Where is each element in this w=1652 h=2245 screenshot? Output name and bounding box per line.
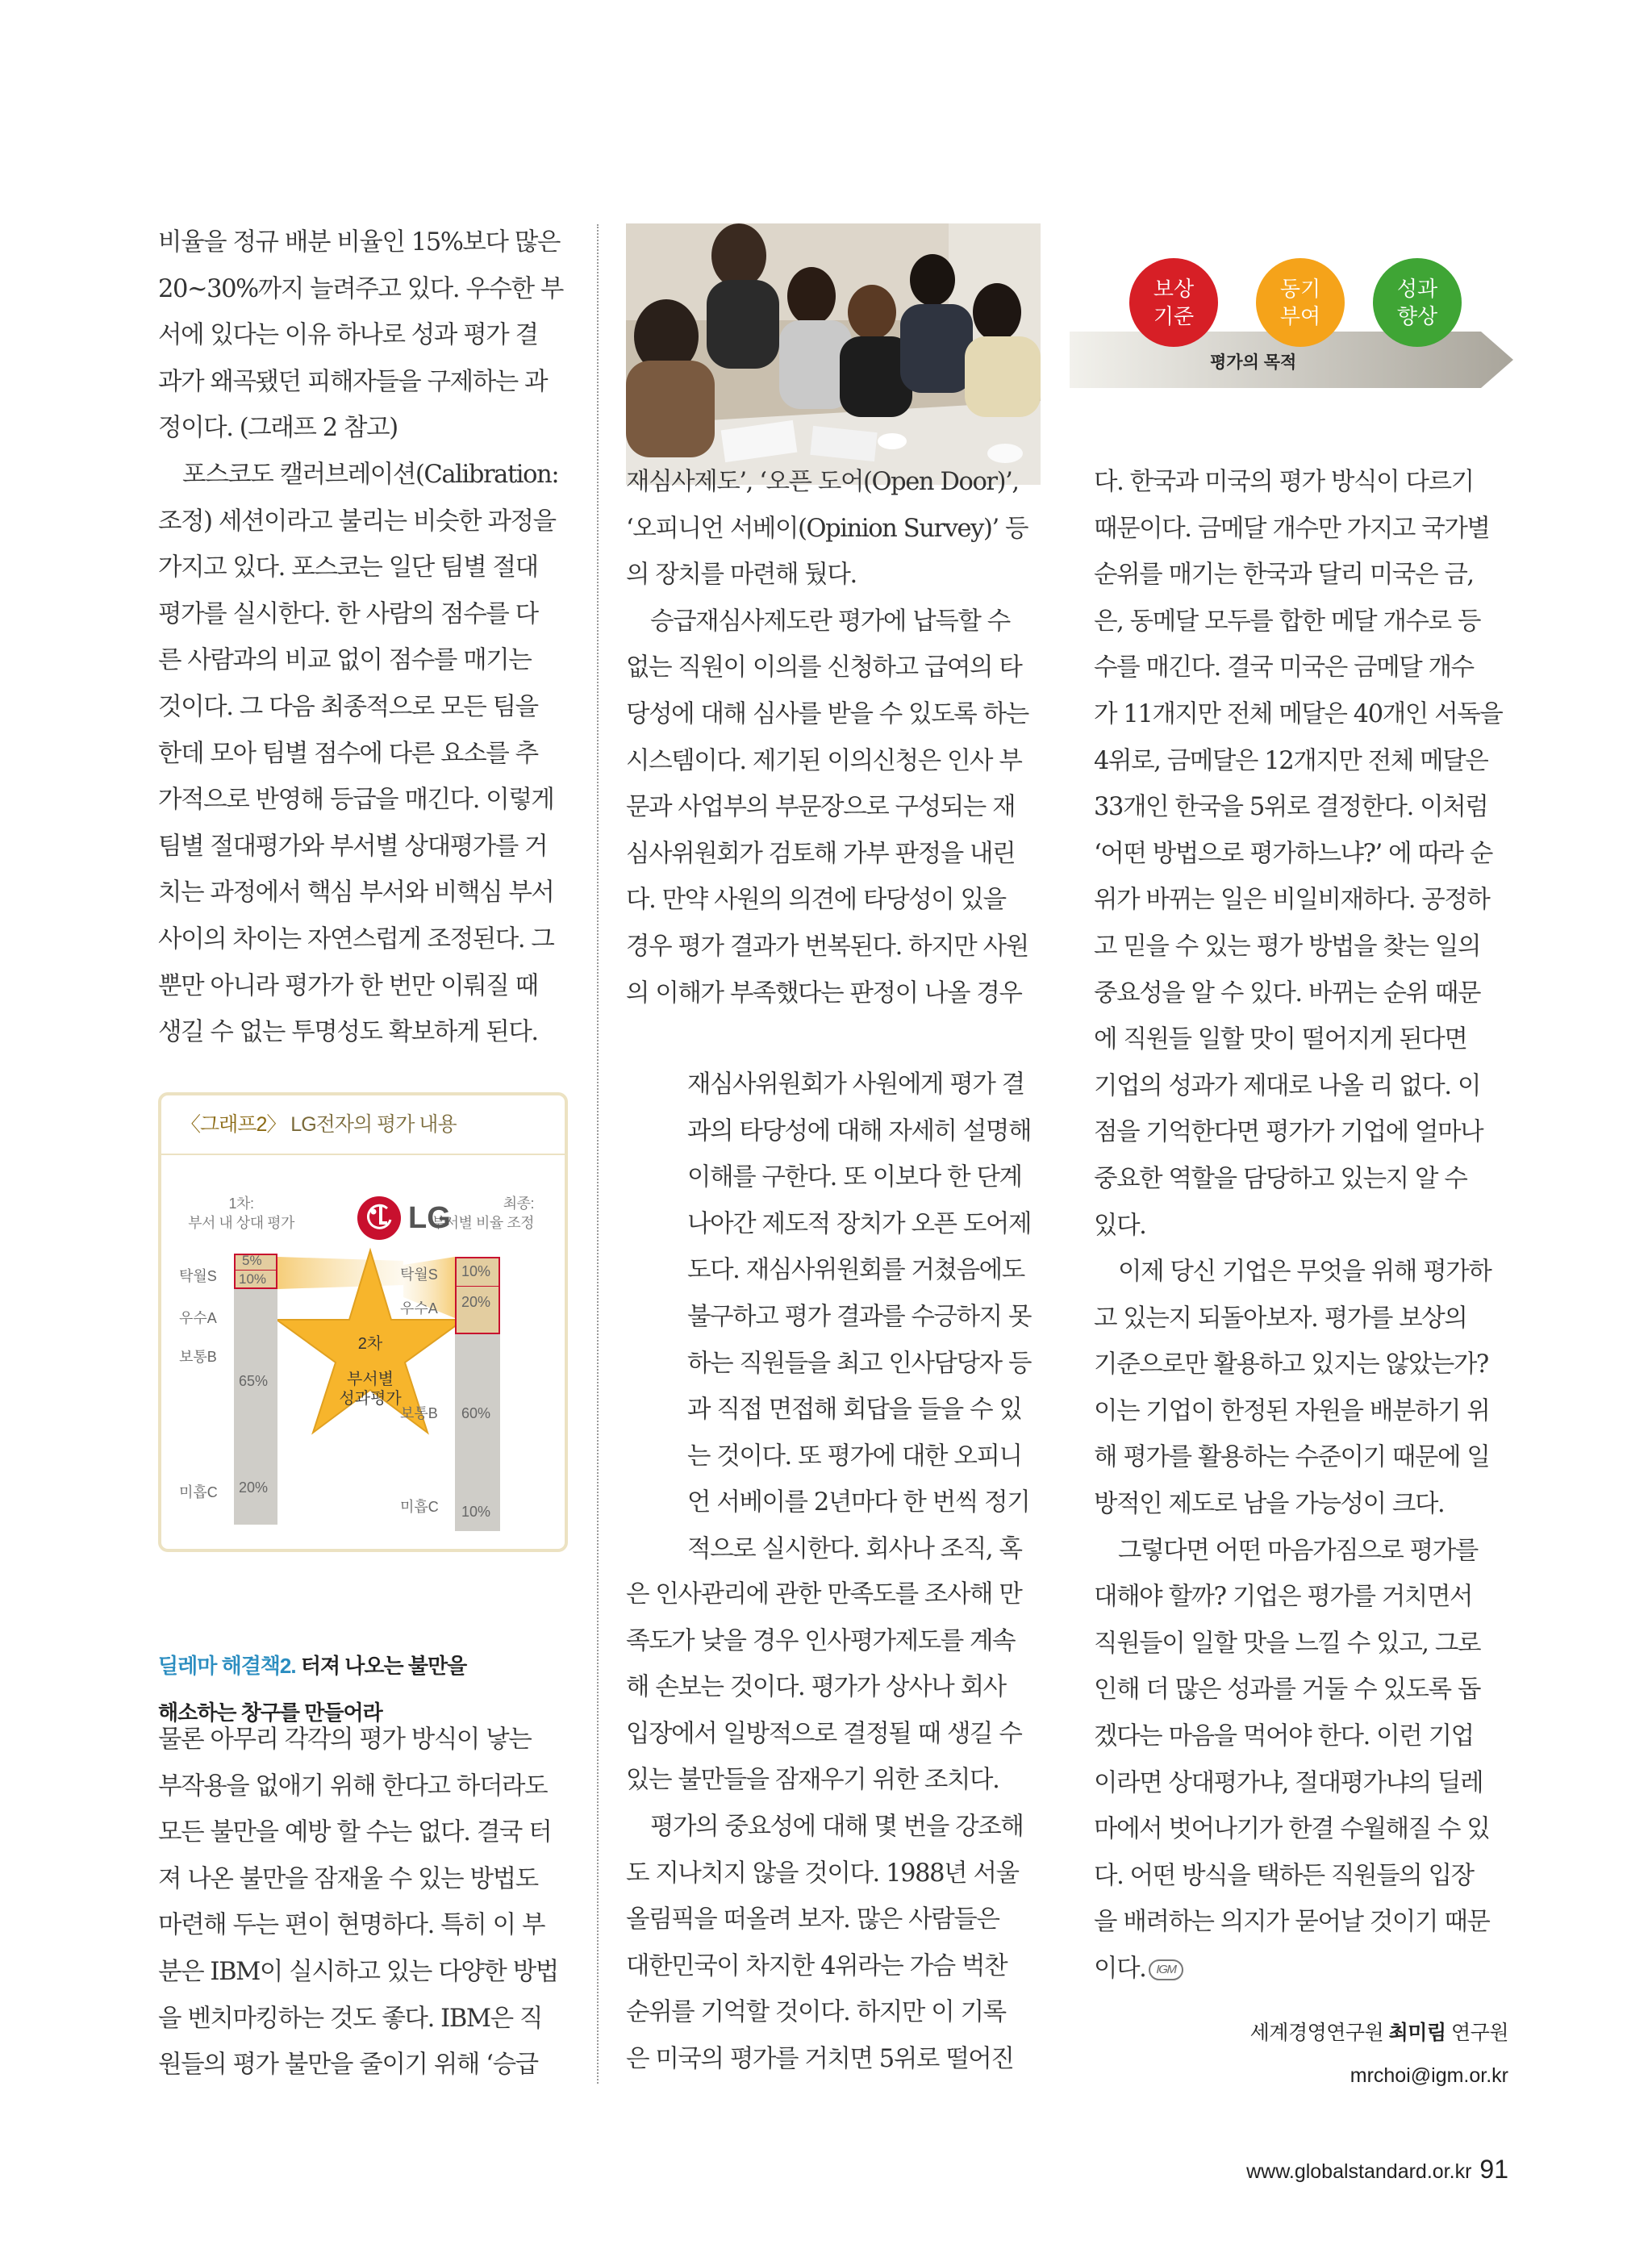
text-line: 시스템이다. 제기된 이의신청은 인사 부 — [626, 746, 1022, 775]
author-org: 세계경영연구원 — [1249, 2022, 1389, 2044]
text-line: 경우 평가 결과가 번복된다. 하지만 사원 — [626, 932, 1028, 961]
text-line: 문과 사업부의 부문장으로 구성되는 재 — [626, 793, 1016, 822]
right-value-c: 10% — [461, 1504, 491, 1520]
text-line: 마에서 벗어나기가 한결 수월해질 수 있 — [1094, 1815, 1490, 1844]
text-line: 해 손보는 것이다. 평가가 상사나 회사 — [626, 1673, 1006, 1702]
right-value-a: 20% — [461, 1294, 491, 1310]
final-stage-title: 최종: — [503, 1196, 534, 1212]
text-line: 입장에서 일방적으로 결정될 때 생길 수 — [626, 1719, 1022, 1748]
text-line: 족도가 낮을 경우 인사평가제도를 계속 — [626, 1626, 1016, 1655]
arrow-label: 평가의 목적 — [1210, 353, 1297, 372]
circle-compensation — [1129, 258, 1218, 347]
text-line: 과 직접 면접해 회답을 들을 수 있 — [687, 1396, 1022, 1425]
left-grade-c: 미흡C — [179, 1484, 218, 1500]
left-value-s: 5% — [242, 1253, 262, 1268]
text-line: 승급재심사제도란 평가에 납득할 수 — [650, 607, 1010, 636]
text-line: 때문이다. 금메달 개수만 가지고 국가별 — [1094, 514, 1490, 543]
right-grade-c: 미흡C — [400, 1499, 439, 1515]
text-line: 33개인 한국을 5위로 결정한다. 이처럼 — [1094, 793, 1488, 822]
text-line: 있는 불만들을 잠재우기 위한 조치다. — [626, 1766, 999, 1795]
heading-line-1: 터져 나오는 불만을 — [295, 1654, 467, 1678]
circle-performance-line2: 향상 — [1396, 304, 1438, 328]
star-label — [322, 1334, 419, 1408]
text-line: 가지고 있다. 포스코는 일단 팀별 절대 — [158, 553, 538, 582]
text-line: 의 장치를 마련해 뒀다. — [626, 561, 857, 590]
text-line: 것이다. 그 다음 최종적으로 모든 팀을 — [158, 692, 538, 721]
text-line: 과가 왜곡됐던 피해자들을 구제하는 과 — [158, 367, 548, 396]
text-line: 수를 매긴다. 결국 미국은 금메달 개수 — [1094, 653, 1474, 682]
graph-tag: 〈그래프2〉 — [181, 1113, 286, 1136]
text-line: 사이의 차이는 자연스럽게 조정된다. 그 — [158, 924, 554, 953]
heading-line-2: 해소하는 창구를 만들어라 — [158, 1700, 382, 1725]
text-line: 도 지나치지 않을 것이다. 1988년 서울 — [626, 1859, 1019, 1888]
text-line: 기준으로만 활용하고 있지는 않았는가? — [1094, 1350, 1488, 1379]
text-column-3 — [1094, 459, 1508, 1993]
page-number: 91 — [1479, 2155, 1508, 2184]
text-line: 은 인사관리에 관한 만족도를 조사해 만 — [626, 1580, 1022, 1609]
text-line: 원들의 평가 불만을 줄이기 위해 ‘승급 — [158, 2051, 538, 2080]
text-line: 비율을 정규 배분 비율인 15%보다 많은 — [158, 228, 560, 257]
text-line: 팀별 절대평가와 부서별 상대평가를 거 — [158, 832, 548, 861]
text-line: 그렇다면 어떤 마음가짐으로 평가를 — [1118, 1536, 1478, 1565]
text-line: 서에 있다는 이유 하나로 성과 평가 결 — [158, 321, 538, 350]
text-line: 해 평가를 활용하는 수준이기 때문에 일 — [1094, 1443, 1490, 1472]
text-line: 인해 더 많은 성과를 거둘 수 있도록 돕 — [1094, 1675, 1481, 1705]
text-line: 도다. 재심사위원회를 거쳤음에도 — [687, 1256, 1024, 1285]
text-line: 을 배려하는 의지가 묻어날 것이기 때문 — [1094, 1908, 1490, 1937]
column-divider — [597, 224, 599, 2084]
text-line: 마련해 두는 편이 현명하다. 특히 이 부 — [158, 1911, 545, 1940]
left-grade-a: 우수A — [179, 1310, 217, 1326]
text-line: 생길 수 없는 투명성도 확보하게 된다. — [158, 1018, 538, 1047]
circle-performance-line1: 성과 — [1396, 277, 1438, 301]
text-line: 적으로 실시한다. 회사나 조직, 혹 — [687, 1534, 1022, 1563]
text-line: 른 사람과의 비교 없이 점수를 매기는 — [158, 646, 532, 675]
circle-performance — [1373, 258, 1462, 347]
right-grade-b: 보통B — [400, 1405, 438, 1421]
text-line: 언 서베이를 2년마다 한 번씩 정기 — [687, 1488, 1030, 1517]
text-line: 을 벤치마킹하는 것도 좋다. IBM은 직 — [158, 2004, 543, 2033]
photo-illustration — [626, 223, 1041, 485]
lg-evaluation-graph — [158, 1092, 568, 1552]
text-line: 부작용을 없애기 위해 한다고 하더라도 — [158, 1771, 548, 1801]
text-line: 물론 아무리 각각의 평가 방식이 낳는 — [158, 1725, 532, 1754]
text-line: 의 이해가 부족했다는 판정이 나올 경우 — [626, 979, 1022, 1008]
text-line: 이제 당신 기업은 무엇을 위해 평가하 — [1118, 1258, 1491, 1287]
left-grade-b: 보통B — [179, 1349, 217, 1365]
text-line: 대한민국이 차지한 4위라는 가슴 벅찬 — [626, 1951, 1007, 1980]
left-value-a: 10% — [239, 1271, 267, 1287]
text-line: 심사위원회가 검토해 가부 판정을 내린 — [626, 839, 1016, 868]
text-line: 분은 IBM이 실시하고 있는 다양한 방법 — [158, 1957, 558, 1986]
text-line: 겠다는 마음을 먹어야 한다. 이런 기업 — [1094, 1722, 1474, 1751]
text-column-1-bottom — [158, 1717, 568, 2089]
text-line: 정이다. (그래프 2 참고) — [158, 414, 398, 443]
text-line: 뿐만 아니라 평가가 한 번만 이뤄질 때 — [158, 971, 538, 1000]
text-line: 기업의 성과가 제대로 나올 리 없다. 이 — [1094, 1071, 1481, 1100]
right-top-divider — [455, 1286, 500, 1287]
circle-motivation-line2: 부여 — [1279, 304, 1321, 328]
text-line: 다. 만약 사원의 의견에 타당성이 있을 — [626, 886, 1006, 915]
text-line: 하는 직원들을 최고 인사담당자 등 — [687, 1349, 1032, 1378]
graph-connectors — [161, 1095, 568, 1552]
text-line: 은 미국의 평가를 거치면 5위로 떨어진 — [626, 2044, 1014, 2073]
left-value-c: 20% — [239, 1479, 269, 1496]
star-sub-2: 성과평가 — [339, 1390, 402, 1408]
left-grade-s: 탁월S — [179, 1268, 217, 1284]
igm-end-mark: IGM — [1149, 1959, 1183, 1980]
star-title: 2차 — [357, 1335, 383, 1353]
left-top-divider — [234, 1270, 277, 1271]
text-line: 위가 바뀌는 일은 비일비재하다. 공정하 — [1094, 886, 1490, 915]
first-stage-title: 1차: — [228, 1196, 254, 1212]
text-line: 4위로, 금메달은 12개지만 전체 메달은 — [1094, 746, 1488, 775]
right-grade-a: 우수A — [400, 1300, 438, 1317]
text-line: 직원들이 일할 맛을 느낄 수 있고, 그로 — [1094, 1629, 1481, 1658]
text-line: 나아간 제도적 장치가 오픈 도어제 — [687, 1209, 1032, 1238]
text-line: 이는 기업이 한정된 자원을 배분하기 위 — [1094, 1396, 1490, 1425]
text-line: 는 것이다. 또 평가에 대한 오피니 — [687, 1442, 1022, 1471]
text-line: 한데 모아 팀별 점수에 다른 요소를 추 — [158, 739, 538, 768]
text-line: 있다. — [1094, 1211, 1146, 1240]
text-line: 져 나온 불만을 잠재울 수 있는 방법도 — [158, 1864, 538, 1893]
text-column-2-inset — [687, 1062, 1041, 1573]
lg-logo-text: LG — [408, 1200, 451, 1235]
text-line: 이다. IGM — [1094, 1946, 1508, 1993]
text-line: 20~30%까지 늘려주고 있다. 우수한 부 — [158, 274, 563, 303]
first-stage-desc: 부서 내 상대 평가 — [188, 1215, 294, 1231]
text-line: 조정) 세션이라고 불리는 비슷한 과정을 — [158, 507, 556, 536]
text-line: 당성에 대해 심사를 받을 수 있도록 하는 — [626, 699, 1028, 728]
text-line: 순위를 매기는 한국과 달리 미국은 금, — [1094, 561, 1474, 590]
author-name: 최미림 — [1388, 2022, 1446, 2044]
text-line: 평가의 중요성에 대해 몇 번을 강조해 — [650, 1812, 1024, 1841]
star-sub-1: 부서별 — [347, 1371, 394, 1388]
text-line: 과의 타당성에 대해 자세히 설명해 — [687, 1116, 1032, 1145]
text-line: 가적으로 반영해 등급을 매긴다. 이렇게 — [158, 786, 554, 815]
text-line: 고 있는지 되돌아보자. 평가를 보상의 — [1094, 1304, 1467, 1333]
text-line: 불구하고 평가 결과를 수긍하지 못 — [687, 1302, 1032, 1331]
text-line: 방적인 제도로 남을 가능성이 크다. — [1094, 1490, 1445, 1519]
text-column-1 — [158, 219, 568, 1056]
text-line: 에 직원들 일할 맛이 떨어지게 된다면 — [1094, 1025, 1467, 1054]
circle-compensation-line2: 기준 — [1153, 304, 1195, 328]
text-line: 중요한 역할을 담당하고 있는지 알 수 — [1094, 1164, 1467, 1193]
text-line: 포스코도 캘러브레이션(Calibration: — [182, 460, 559, 489]
text-line: 고 믿을 수 있는 평가 방법을 찾는 일의 — [1094, 932, 1481, 961]
footer-url: www.globalstandard.or.kr — [1246, 2160, 1472, 2183]
circle-compensation-line1: 보상 — [1153, 277, 1195, 301]
text-line: 평가를 실시한다. 한 사람의 점수를 다 — [158, 599, 538, 628]
text-line: 다. 어떤 방식을 택하든 직원들의 입장 — [1094, 1861, 1474, 1890]
text-line: 점을 기억한다면 평가가 기업에 얼마나 — [1094, 1118, 1483, 1147]
text-line: 중요성을 알 수 있다. 바뀌는 순위 때문 — [1094, 979, 1481, 1008]
right-value-s: 10% — [461, 1263, 491, 1279]
text-line: 재심사제도’, ‘오픈 도어(Open Door)’, — [626, 468, 1019, 496]
text-line: ‘오피니언 서베이(Opinion Survey)’ 등 — [626, 514, 1028, 543]
text-line: 대해야 할까? 기업은 평가를 거치면서 — [1094, 1583, 1473, 1612]
right-value-b: 60% — [461, 1405, 491, 1421]
text-line: 가 11개지만 전체 메달은 40개인 서독을 — [1094, 699, 1503, 728]
left-fan — [277, 1257, 403, 1289]
text-line: 올림픽을 떠올려 보자. 많은 사람들은 — [626, 1905, 999, 1934]
text-line: 순위를 기억할 것이다. 하지만 이 기록 — [626, 1998, 1006, 2027]
left-value-b: 65% — [239, 1373, 269, 1389]
text-line: 모든 불만을 예방 할 수는 없다. 결국 터 — [158, 1818, 552, 1847]
right-grade-s: 탁월S — [400, 1266, 438, 1283]
text-line: ‘어떤 방법으로 평가하느냐?’ 에 따라 순 — [1094, 839, 1492, 868]
final-stage-desc: 부서별 비율 조정 — [431, 1215, 534, 1231]
circle-motivation-line1: 동기 — [1279, 277, 1321, 301]
graph-title-text: LG전자의 평가 내용 — [286, 1113, 457, 1136]
author-email: mrchoi@igm.or.kr — [1350, 2064, 1508, 2087]
text-column-2-bottom — [626, 1571, 1041, 2083]
text-line: 이라면 상대평가냐, 절대평가냐의 딜레 — [1094, 1768, 1483, 1797]
text-column-2 — [626, 459, 1041, 1016]
text-line: 이해를 구한다. 또 이보다 한 단계 — [687, 1163, 1022, 1192]
author-credit — [1250, 2017, 1508, 2046]
text-line: 은, 동메달 모두를 합한 메달 개수로 등 — [1094, 607, 1481, 636]
team-meeting-photo — [626, 223, 1041, 485]
circle-motivation — [1256, 258, 1345, 347]
text-line: 치는 과정에서 핵심 부서와 비핵심 부서 — [158, 878, 554, 908]
text-line: 다. 한국과 미국의 평가 방식이 다르기 — [1094, 468, 1474, 496]
page-footer — [1246, 2155, 1508, 2184]
author-title: 연구원 — [1446, 2022, 1508, 2044]
text-line: 없는 직원이 이의를 신청하고 급여의 타 — [626, 653, 1022, 682]
text-line: 재심사위원회가 사원에게 평가 결 — [687, 1070, 1024, 1099]
heading-prefix: 딜레마 해결책2. — [158, 1654, 296, 1678]
